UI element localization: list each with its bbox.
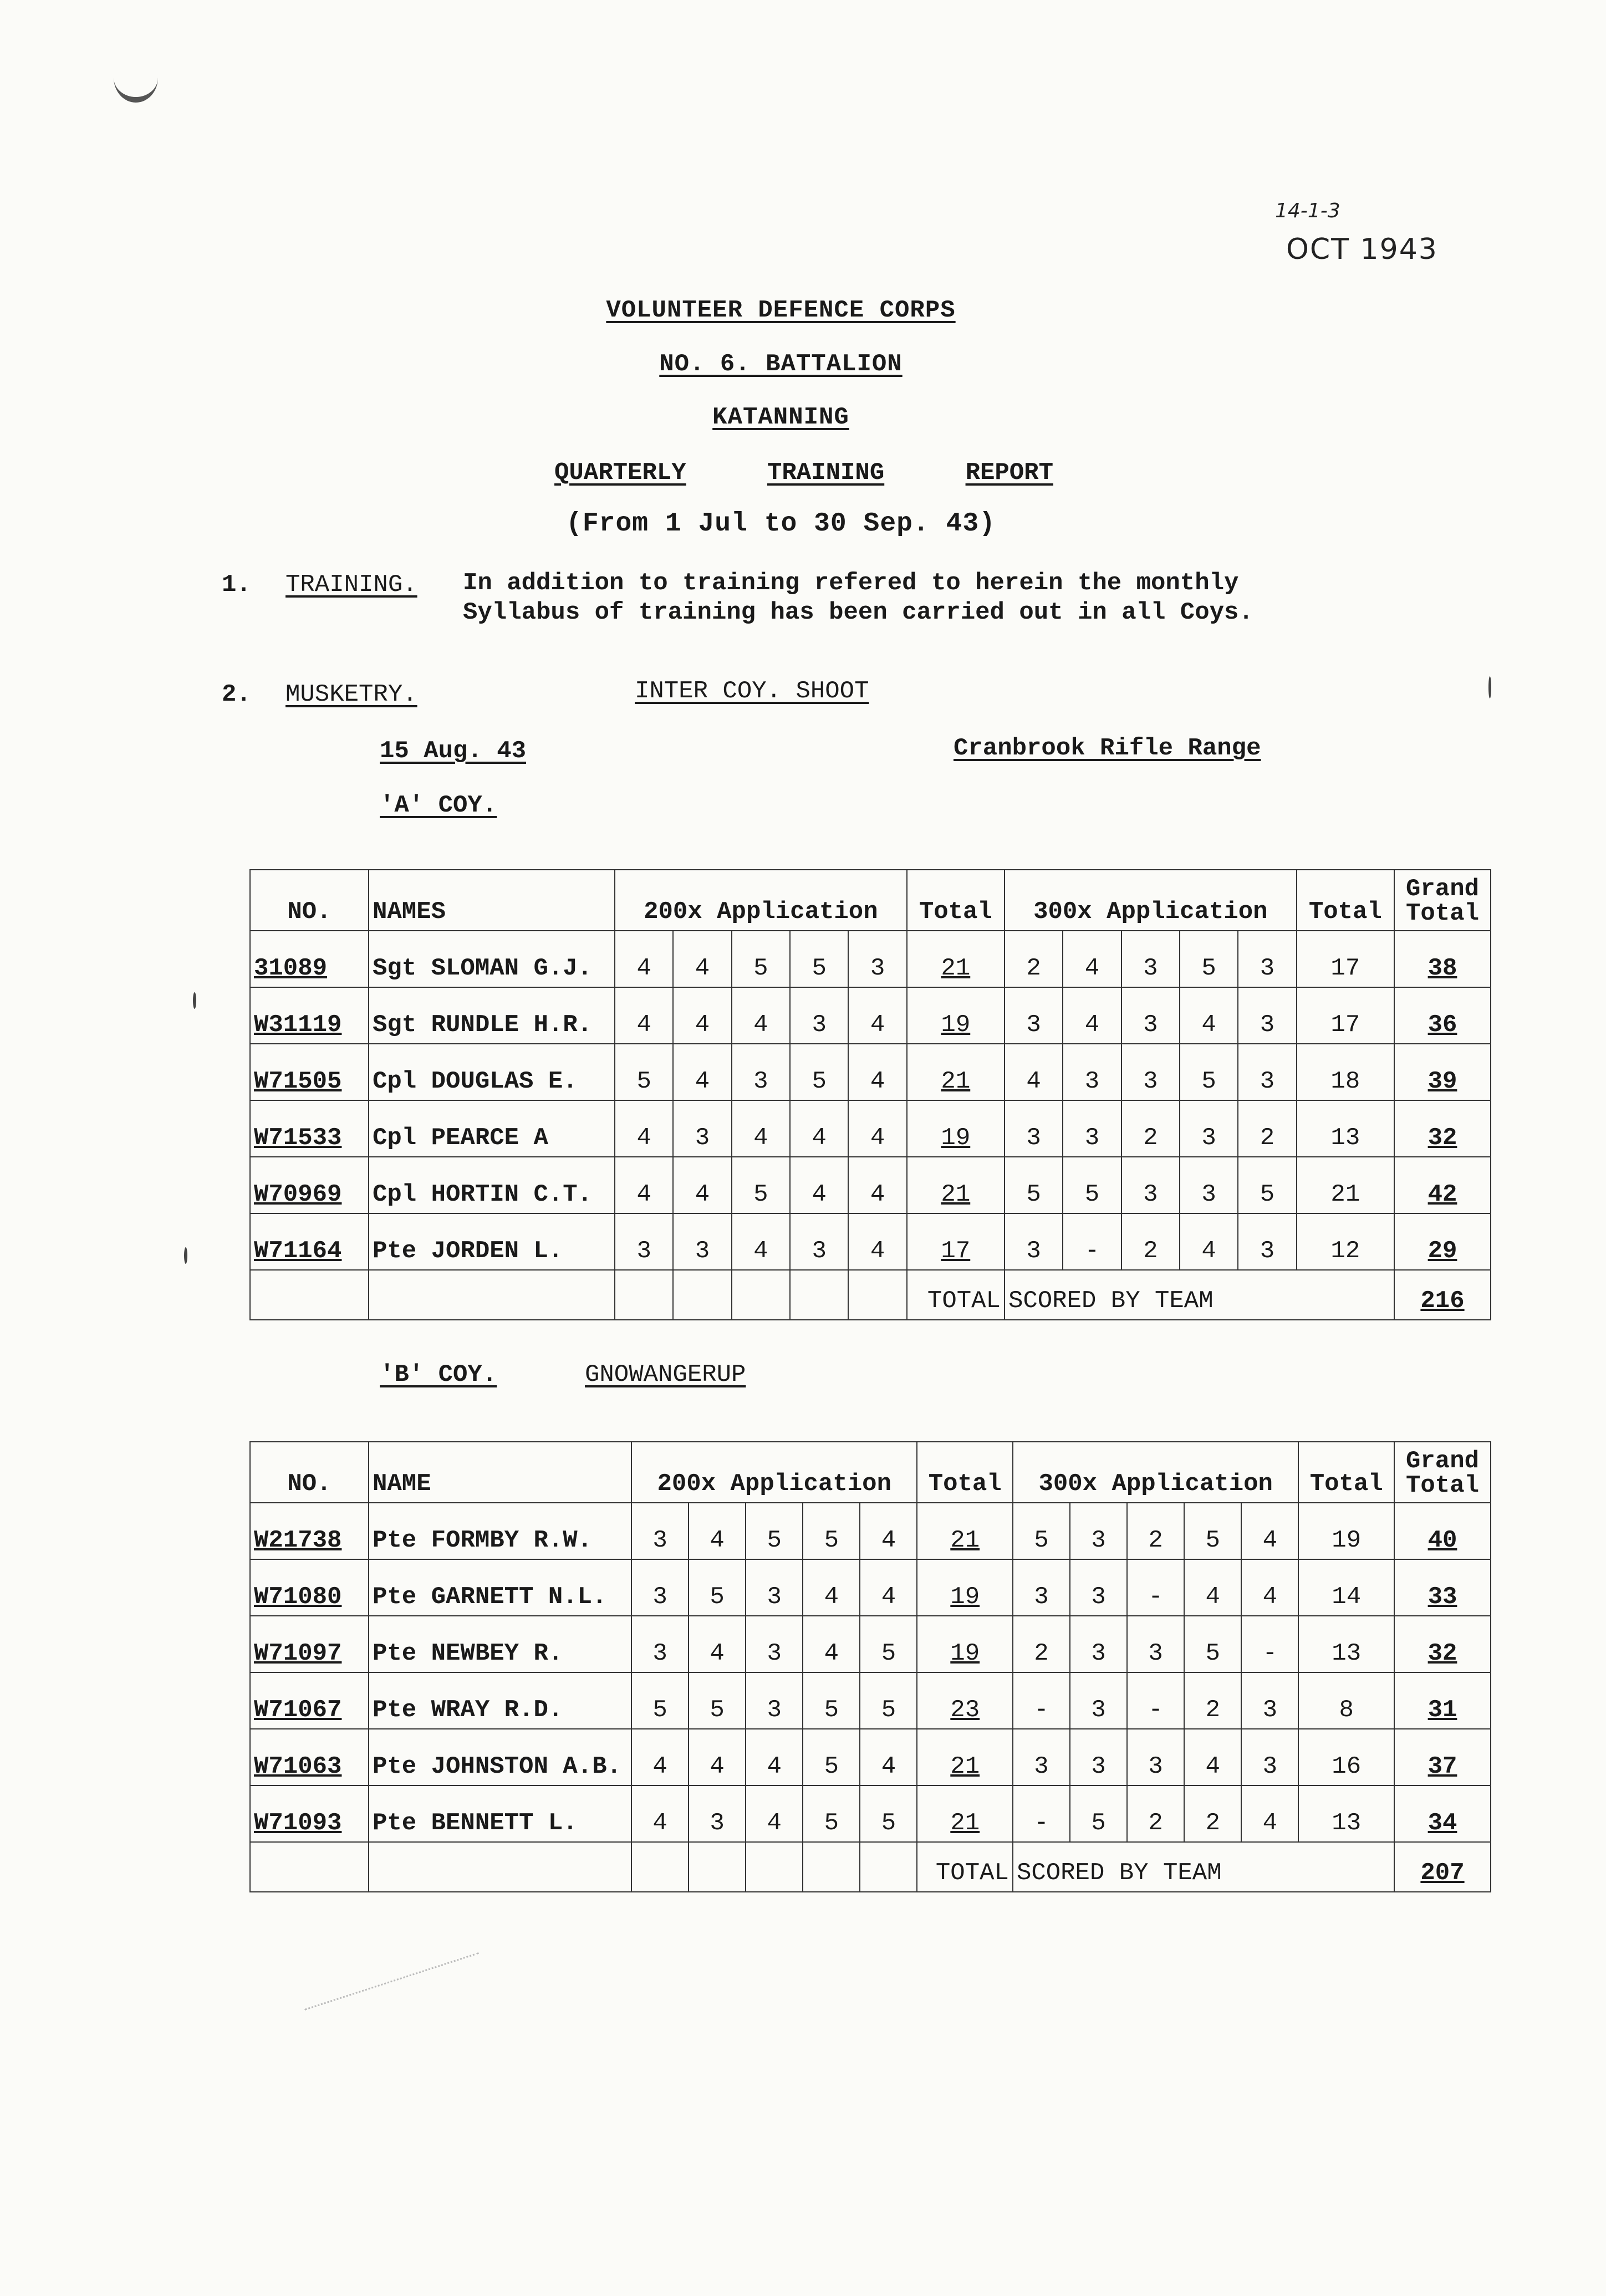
score-300-cell: 3 (1005, 987, 1063, 1044)
score-200-cell: 3 (631, 1503, 689, 1559)
score-300-cell: 5 (1238, 1157, 1296, 1213)
name-cell: Pte GARNETT N.L. (369, 1559, 631, 1616)
empty-cell (860, 1842, 917, 1892)
score-200-cell: 4 (615, 1157, 673, 1213)
score-300-cell: 2 (1184, 1672, 1241, 1729)
score-300-cell: 2 (1238, 1100, 1296, 1157)
col-header-grand-total: Grand Total (1394, 870, 1491, 931)
name-cell: Pte JOHNSTON A.B. (369, 1729, 631, 1785)
score-300-cell: - (1063, 1213, 1121, 1270)
total-200-cell: 23 (917, 1672, 1012, 1729)
col-header-200-total: Total (907, 870, 1005, 931)
score-300-cell: 3 (1005, 1100, 1063, 1157)
score-200-cell: 3 (746, 1559, 803, 1616)
coy-b-location: GNOWANGERUP (585, 1361, 746, 1389)
date-stamp: OCT 1943 (1286, 233, 1438, 266)
heading-location: KATANNING (712, 404, 849, 431)
report-word-1: QUARTERLY (554, 459, 686, 487)
empty-cell (803, 1842, 860, 1892)
name-cell: Pte BENNETT L. (369, 1785, 631, 1842)
margin-mark (184, 1247, 187, 1264)
team-total-label-2: SCORED BY TEAM (1005, 1270, 1394, 1320)
score-300-cell: 3 (1238, 987, 1296, 1044)
score-300-cell: 3 (1121, 987, 1180, 1044)
score-300-cell: 3 (1238, 1213, 1296, 1270)
score-200-cell: 3 (790, 987, 848, 1044)
score-200-cell: 5 (803, 1503, 860, 1559)
name-cell: Pte JORDEN L. (369, 1213, 615, 1270)
score-200-cell: 4 (631, 1785, 689, 1842)
score-300-cell: 3 (1241, 1672, 1298, 1729)
score-300-cell: 5 (1180, 931, 1238, 987)
score-300-cell: - (1241, 1616, 1298, 1672)
col-header-300-total: Total (1297, 870, 1394, 931)
service-number-cell: W71533 (250, 1100, 369, 1157)
score-300-cell: - (1013, 1785, 1070, 1842)
total-300-cell: 17 (1297, 931, 1394, 987)
coy-a-label: 'A' COY. (380, 792, 497, 819)
score-200-cell: 3 (631, 1616, 689, 1672)
table-row (250, 1616, 1491, 1672)
score-300-cell: 5 (1180, 1044, 1238, 1100)
score-200-cell: 4 (689, 1503, 746, 1559)
score-200-cell: 5 (615, 1044, 673, 1100)
score-300-cell: 4 (1180, 987, 1238, 1044)
report-word-3: REPORT (965, 459, 1053, 487)
total-200-cell: 17 (907, 1213, 1005, 1270)
score-300-cell: 2 (1121, 1213, 1180, 1270)
score-300-cell: 2 (1121, 1100, 1180, 1157)
team-total-value: 207 (1394, 1842, 1491, 1892)
total-300-cell: 17 (1297, 987, 1394, 1044)
score-200-cell: 4 (673, 931, 731, 987)
empty-cell (848, 1270, 906, 1320)
score-200-cell: 5 (790, 1044, 848, 1100)
section-2-number: 2. (222, 681, 251, 708)
score-200-cell: 3 (615, 1213, 673, 1270)
empty-cell (615, 1270, 673, 1320)
score-200-cell: 4 (732, 987, 790, 1044)
grand-total-cell: 31 (1394, 1672, 1491, 1729)
score-200-cell: 3 (848, 931, 906, 987)
score-200-cell: 4 (689, 1616, 746, 1672)
score-200-cell: 4 (848, 1157, 906, 1213)
service-number-cell: W71505 (250, 1044, 369, 1100)
score-200-cell: 4 (615, 931, 673, 987)
margin-mark (1488, 676, 1491, 698)
team-total-label: TOTAL (917, 1842, 1012, 1892)
col-header-name: NAME (369, 1442, 631, 1503)
section-1-title: TRAINING. (285, 571, 417, 599)
total-300-cell: 13 (1298, 1785, 1394, 1842)
score-200-cell: 4 (790, 1157, 848, 1213)
total-200-cell: 19 (917, 1559, 1012, 1616)
score-200-cell: 4 (848, 1044, 906, 1100)
score-200-cell: 4 (746, 1785, 803, 1842)
score-300-cell: 3 (1121, 931, 1180, 987)
score-200-cell: 4 (848, 1213, 906, 1270)
score-300-cell: 5 (1013, 1503, 1070, 1559)
score-300-cell: - (1127, 1559, 1184, 1616)
empty-cell (250, 1270, 369, 1320)
col-header-300-total: Total (1298, 1442, 1394, 1503)
score-300-cell: 3 (1070, 1559, 1127, 1616)
score-200-cell: 5 (790, 931, 848, 987)
team-total-label-2: SCORED BY TEAM (1013, 1842, 1394, 1892)
score-300-cell: 3 (1238, 1044, 1296, 1100)
section-1-number: 1. (222, 571, 251, 599)
score-300-cell: 3 (1121, 1044, 1180, 1100)
total-200-cell: 19 (907, 1100, 1005, 1157)
score-200-cell: 4 (631, 1729, 689, 1785)
score-200-cell: 4 (615, 1100, 673, 1157)
service-number-cell: W71063 (250, 1729, 369, 1785)
name-cell: Cpl DOUGLAS E. (369, 1044, 615, 1100)
score-300-cell: 3 (1180, 1157, 1238, 1213)
grand-total-cell: 29 (1394, 1213, 1491, 1270)
coy-a-score-table (249, 869, 1491, 1320)
team-total-row (250, 1842, 1491, 1892)
table-row (250, 1213, 1491, 1270)
grand-total-cell: 40 (1394, 1503, 1491, 1559)
score-300-cell: - (1013, 1672, 1070, 1729)
table-row (250, 1672, 1491, 1729)
score-200-cell: 3 (673, 1100, 731, 1157)
grand-total-cell: 37 (1394, 1729, 1491, 1785)
shoot-event: INTER COY. SHOOT (635, 677, 869, 705)
score-200-cell: 4 (746, 1729, 803, 1785)
score-300-cell: 3 (1013, 1729, 1070, 1785)
col-header-300-application: 300x Application (1005, 870, 1297, 931)
table-row (250, 1044, 1491, 1100)
name-cell: Sgt RUNDLE H.R. (369, 987, 615, 1044)
score-300-cell: - (1127, 1672, 1184, 1729)
grand-total-cell: 32 (1394, 1616, 1491, 1672)
col-header-200-total: Total (917, 1442, 1012, 1503)
score-200-cell: 3 (746, 1672, 803, 1729)
section-1-text-1: In addition to training refered to herein the monthly (463, 569, 1239, 597)
empty-cell (631, 1842, 689, 1892)
total-300-cell: 16 (1298, 1729, 1394, 1785)
table-header-row (250, 1442, 1491, 1503)
score-300-cell: 4 (1005, 1044, 1063, 1100)
name-cell: Sgt SLOMAN G.J. (369, 931, 615, 987)
grand-total-cell: 33 (1394, 1559, 1491, 1616)
name-cell: Pte FORMBY R.W. (369, 1503, 631, 1559)
total-200-cell: 21 (907, 1157, 1005, 1213)
score-200-cell: 3 (790, 1213, 848, 1270)
total-300-cell: 12 (1297, 1213, 1394, 1270)
pencil-scribble (304, 1952, 499, 2074)
score-300-cell: 3 (1070, 1503, 1127, 1559)
report-word-2: TRAINING (767, 459, 885, 487)
table-row (250, 1559, 1491, 1616)
margin-mark (193, 992, 196, 1009)
grand-total-cell: 32 (1394, 1100, 1491, 1157)
table-row (250, 1785, 1491, 1842)
empty-cell (369, 1270, 615, 1320)
col-header-no: NO. (250, 1442, 369, 1503)
score-300-cell: 3 (1063, 1100, 1121, 1157)
score-200-cell: 4 (732, 1213, 790, 1270)
score-200-cell: 4 (848, 987, 906, 1044)
total-300-cell: 21 (1297, 1157, 1394, 1213)
table-row (250, 1157, 1491, 1213)
service-number-cell: W21738 (250, 1503, 369, 1559)
service-number-cell: W70969 (250, 1157, 369, 1213)
score-200-cell: 3 (673, 1213, 731, 1270)
score-300-cell: 5 (1063, 1157, 1121, 1213)
score-300-cell: 4 (1241, 1559, 1298, 1616)
total-200-cell: 21 (917, 1729, 1012, 1785)
score-200-cell: 3 (732, 1044, 790, 1100)
score-200-cell: 4 (803, 1616, 860, 1672)
total-200-cell: 19 (907, 987, 1005, 1044)
score-300-cell: 4 (1063, 987, 1121, 1044)
service-number-cell: W71097 (250, 1616, 369, 1672)
score-200-cell: 4 (673, 1157, 731, 1213)
score-300-cell: 5 (1184, 1616, 1241, 1672)
section-2-title: MUSKETRY. (285, 681, 417, 708)
score-300-cell: 5 (1184, 1503, 1241, 1559)
table-header-row (250, 870, 1491, 931)
total-200-cell: 19 (917, 1616, 1012, 1672)
service-number-cell: W31119 (250, 987, 369, 1044)
score-200-cell: 5 (746, 1503, 803, 1559)
score-200-cell: 4 (860, 1503, 917, 1559)
section-1-text-2: Syllabus of training has been carried out in all Coys. (463, 599, 1253, 626)
shoot-range: Cranbrook Rifle Range (954, 734, 1261, 762)
grand-total-cell: 34 (1394, 1785, 1491, 1842)
score-300-cell: 5 (1005, 1157, 1063, 1213)
service-number-cell: W71067 (250, 1672, 369, 1729)
score-300-cell: 4 (1180, 1213, 1238, 1270)
empty-cell (673, 1270, 731, 1320)
score-300-cell: 3 (1127, 1729, 1184, 1785)
score-200-cell: 4 (689, 1729, 746, 1785)
total-200-cell: 21 (907, 1044, 1005, 1100)
score-300-cell: 2 (1127, 1503, 1184, 1559)
score-200-cell: 3 (689, 1785, 746, 1842)
coy-b-label: 'B' COY. (380, 1361, 497, 1389)
score-300-cell: 3 (1070, 1729, 1127, 1785)
score-200-cell: 5 (803, 1785, 860, 1842)
score-200-cell: 5 (860, 1672, 917, 1729)
team-total-row (250, 1270, 1491, 1320)
score-200-cell: 4 (673, 987, 731, 1044)
empty-cell (732, 1270, 790, 1320)
table-row (250, 987, 1491, 1044)
name-cell: Cpl PEARCE A (369, 1100, 615, 1157)
team-total-value: 216 (1394, 1270, 1491, 1320)
total-200-cell: 21 (917, 1785, 1012, 1842)
score-200-cell: 5 (860, 1616, 917, 1672)
grand-total-cell: 36 (1394, 987, 1491, 1044)
col-header-names: NAMES (369, 870, 615, 931)
score-200-cell: 4 (848, 1100, 906, 1157)
total-300-cell: 13 (1298, 1616, 1394, 1672)
heading-battalion: NO. 6. BATTALION (659, 350, 903, 378)
score-200-cell: 5 (803, 1672, 860, 1729)
score-300-cell: 4 (1241, 1503, 1298, 1559)
score-300-cell: 3 (1070, 1616, 1127, 1672)
empty-cell (790, 1270, 848, 1320)
service-number-cell: W71093 (250, 1785, 369, 1842)
empty-cell (250, 1842, 369, 1892)
score-200-cell: 3 (746, 1616, 803, 1672)
score-200-cell: 4 (860, 1729, 917, 1785)
score-300-cell: 3 (1070, 1672, 1127, 1729)
score-300-cell: 3 (1127, 1616, 1184, 1672)
score-200-cell: 5 (689, 1559, 746, 1616)
heading-report-title (554, 459, 1053, 487)
empty-cell (689, 1842, 746, 1892)
score-300-cell: 4 (1241, 1785, 1298, 1842)
score-200-cell: 5 (631, 1672, 689, 1729)
score-300-cell: 2 (1005, 931, 1063, 987)
total-300-cell: 19 (1298, 1503, 1394, 1559)
score-200-cell: 4 (860, 1559, 917, 1616)
score-300-cell: 4 (1184, 1559, 1241, 1616)
total-300-cell: 14 (1298, 1559, 1394, 1616)
score-200-cell: 5 (803, 1729, 860, 1785)
score-300-cell: 2 (1013, 1616, 1070, 1672)
coy-b-score-table (249, 1441, 1491, 1892)
col-header-200-application: 200x Application (631, 1442, 917, 1503)
score-300-cell: 3 (1180, 1100, 1238, 1157)
score-200-cell: 5 (732, 931, 790, 987)
grand-total-cell: 42 (1394, 1157, 1491, 1213)
total-300-cell: 13 (1297, 1100, 1394, 1157)
service-number-cell: W71080 (250, 1559, 369, 1616)
score-300-cell: 2 (1127, 1785, 1184, 1842)
score-300-cell: 5 (1070, 1785, 1127, 1842)
score-300-cell: 2 (1184, 1785, 1241, 1842)
name-cell: Cpl HORTIN C.T. (369, 1157, 615, 1213)
score-300-cell: 3 (1121, 1157, 1180, 1213)
grand-total-cell: 38 (1394, 931, 1491, 987)
score-200-cell: 5 (732, 1157, 790, 1213)
team-total-label: TOTAL (907, 1270, 1005, 1320)
col-header-200-application: 200x Application (615, 870, 907, 931)
score-200-cell: 5 (860, 1785, 917, 1842)
heading-corps: VOLUNTEER DEFENCE CORPS (606, 297, 956, 324)
table-row (250, 1503, 1491, 1559)
total-300-cell: 18 (1297, 1044, 1394, 1100)
col-header-grand-total: Grand Total (1394, 1442, 1491, 1503)
score-300-cell: 3 (1241, 1729, 1298, 1785)
score-200-cell: 4 (615, 987, 673, 1044)
empty-cell (369, 1842, 631, 1892)
score-300-cell: 4 (1063, 931, 1121, 987)
score-300-cell: 3 (1013, 1559, 1070, 1616)
score-300-cell: 3 (1005, 1213, 1063, 1270)
shoot-date: 15 Aug. 43 (380, 737, 527, 765)
grand-total-cell: 39 (1394, 1044, 1491, 1100)
score-300-cell: 3 (1238, 931, 1296, 987)
table-row (250, 931, 1491, 987)
score-200-cell: 4 (790, 1100, 848, 1157)
score-300-cell: 4 (1184, 1729, 1241, 1785)
score-200-cell: 4 (732, 1100, 790, 1157)
col-header-300-application: 300x Application (1013, 1442, 1298, 1503)
total-200-cell: 21 (907, 931, 1005, 987)
name-cell: Pte NEWBEY R. (369, 1616, 631, 1672)
coy-b-score-rows (250, 1503, 1491, 1892)
name-cell: Pte WRAY R.D. (369, 1672, 631, 1729)
score-200-cell: 4 (673, 1044, 731, 1100)
score-200-cell: 3 (631, 1559, 689, 1616)
total-200-cell: 21 (917, 1503, 1012, 1559)
table-row (250, 1729, 1491, 1785)
score-300-cell: 3 (1063, 1044, 1121, 1100)
col-header-no: NO. (250, 870, 369, 931)
score-200-cell: 4 (803, 1559, 860, 1616)
coy-a-score-rows (250, 931, 1491, 1320)
empty-cell (746, 1842, 803, 1892)
total-300-cell: 8 (1298, 1672, 1394, 1729)
score-200-cell: 5 (689, 1672, 746, 1729)
service-number-cell: W71164 (250, 1213, 369, 1270)
service-number-cell: 31089 (250, 931, 369, 987)
table-row (250, 1100, 1491, 1157)
hole-punch-mark (114, 53, 158, 103)
report-period: (From 1 Jul to 30 Sep. 43) (566, 509, 996, 539)
file-reference: 14-1-3 (1275, 200, 1340, 222)
